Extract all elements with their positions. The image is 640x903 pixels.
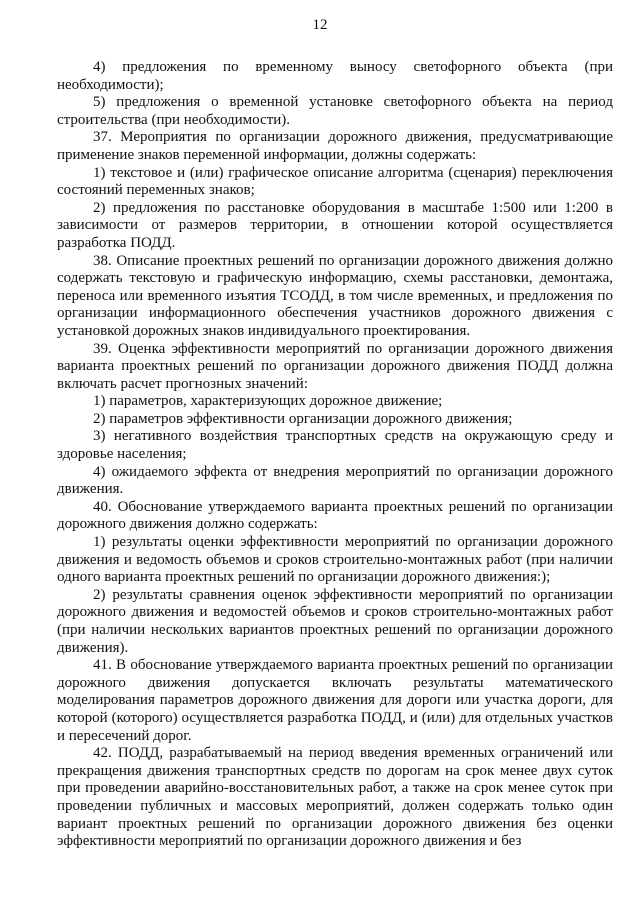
- paragraph-38: 38. Описание проектных решений по организации дорожного движения должно содержать текстовую и графическую информацию, схемы расстановки, демонтажа, переноса или временного изъятия ТСОДД, в том числе временных, и предложения по организации информационного обеспечения участников дорожного движения с установкой дорожных знаков индивидуального проектирования.: [57, 252, 613, 339]
- paragraph-39: 39. Оценка эффективности мероприятий по организации дорожного движения варианта проектных решений по организации дорожного движения ПОДД должна включать расчет прогнозных значений:: [57, 340, 613, 392]
- paragraph-37-item-2: 2) предложения по расстановке оборудования в масштабе 1:500 или 1:200 в зависимости от размеров территории, в отношении которой осуществляется разработка ПОДД.: [57, 199, 613, 251]
- document-body: [57, 59, 613, 851]
- paragraph-item-4: 4) предложения по временному выносу светофорного объекта (при необходимости);: [57, 59, 613, 93]
- paragraph-39-item-2: 2) параметров эффективности организации дорожного движения;: [93, 410, 513, 427]
- paragraph-42: 42. ПОДД, разрабатываемый на период введения временных ограничений или прекращения движения транспортных средств по дорогам на срок менее двух суток при проведении аварийно-восстановительных работ, а также на срок менее суток при проведении публичных и массовых мероприятий, должен содержать только один вариант проектных решений по организации дорожного движения без оценки эффективности мероприятий по организации дорожного движения и без: [57, 745, 613, 850]
- paragraph-40-item-2: 2) результаты сравнения оценок эффективности мероприятий по организации дорожного движения и ведомостей объемов и сроков строительно-монтажных работ (при наличии нескольких вариантов проектных решений по организации дорожного движения).: [57, 586, 613, 656]
- paragraph-40-item-1: 1) результаты оценки эффективности мероприятий по организации дорожного движения и ведомость объемов и сроков строительно-монтажных работ (при наличии одного варианта проектных решений по организации дорожного движения:);: [57, 534, 613, 586]
- paragraph-39-item-1: 1) параметров, характеризующих дорожное движение;: [93, 393, 443, 410]
- paragraph-item-5: 5) предложения о временной установке светофорного объекта на период строительства (при необходимости).: [57, 94, 613, 128]
- paragraph-39-item-3: 3) негативного воздействия транспортных средств на окружающую среду и здоровье населения;: [57, 428, 613, 463]
- paragraph-40: 40. Обоснование утверждаемого варианта проектных решений по организации дорожного движения должно содержать:: [57, 498, 613, 533]
- page-number: 12: [312, 17, 328, 33]
- paragraph-41: 41. В обоснование утверждаемого варианта проектных решений по организации дорожного движения допускается включать результаты математического моделирования параметров дорожного движения для дороги или участка дороги, для которой (которого) осуществляется разработка ПОДД, и (или) для отдельных участков и пересечений дорог.: [57, 657, 613, 744]
- paragraph-39-item-4: 4) ожидаемого эффекта от внедрения мероприятий по организации дорожного движения.: [57, 463, 613, 498]
- paragraph-37-item-1: 1) текстовое и (или) графическое описание алгоритма (сценария) переключения состояний переменных знаков;: [57, 164, 613, 199]
- paragraph-37: 37. Мероприятия по организации дорожного движения, предусматривающие применение знаков переменной информации, должны содержать:: [57, 129, 613, 163]
